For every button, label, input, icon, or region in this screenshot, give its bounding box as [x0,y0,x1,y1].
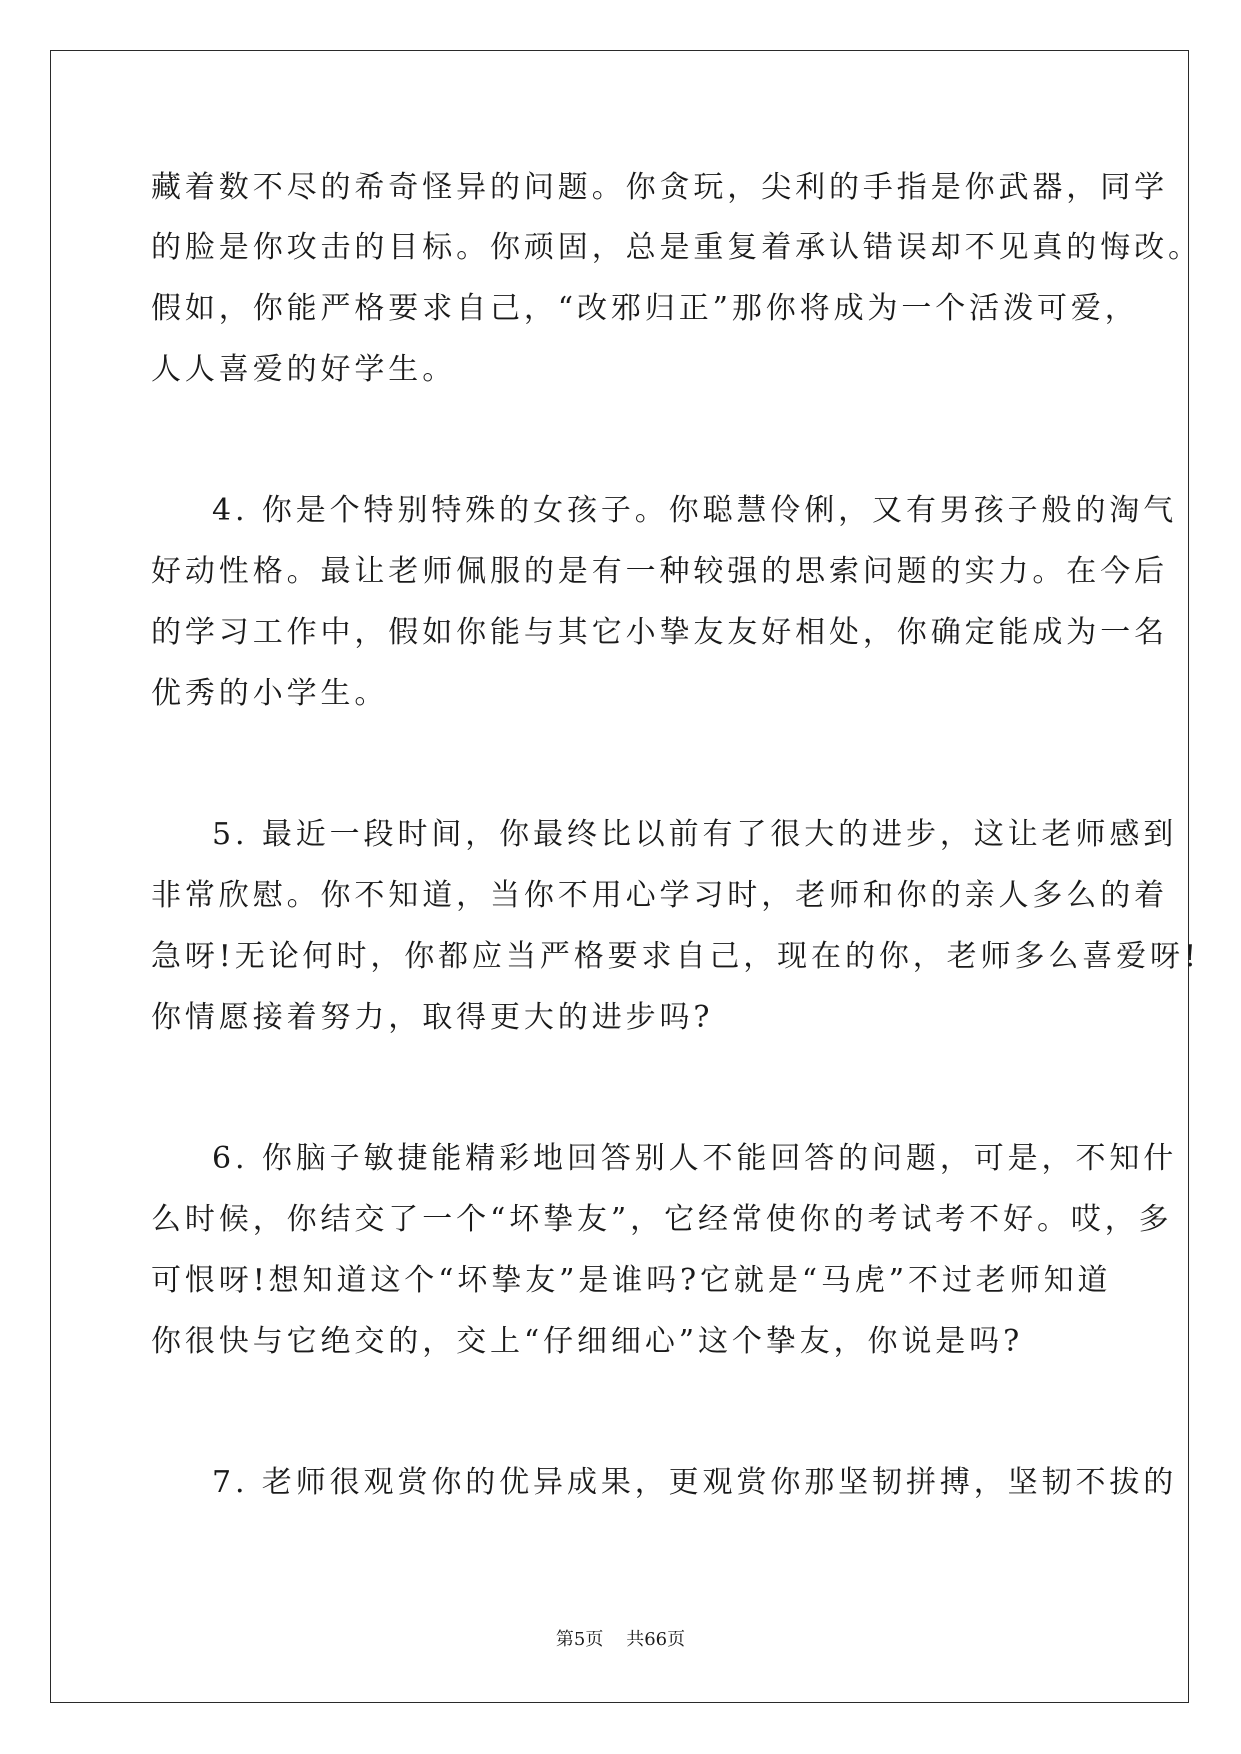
text-line: 的脸是你攻击的目标。你顽固，总是重复着承认错误却不见真的悔改。 [151,230,1202,265]
text-line: 6. 你脑子敏捷能精彩地回答别人不能回答的问题，可是，不知什 [212,1141,1178,1176]
page-number: 第5页 [555,1629,604,1650]
text-line: 非常欣慰。你不知道，当你不用心学习时，老师和你的亲人多么的着 [151,878,1168,913]
text-line: 好动性格。最让老师佩服的是有一种较强的思索问题的实力。在今后 [151,554,1168,589]
text-line: 藏着数不尽的希奇怪异的问题。你贪玩，尖利的手指是你武器，同学 [151,170,1168,205]
page-footer [0,1628,1241,1652]
text-line: 人人喜爱的好学生。 [151,352,457,387]
text-line: 优秀的小学生。 [151,676,389,711]
text-line: 么时候，你结交了一个“坏挚友”，它经常使你的考试考不好。哎，多 [151,1202,1173,1237]
text-line: 你很快与它绝交的，交上“仔细细心”这个挚友，你说是吗? [151,1324,1024,1359]
page-total: 共66页 [626,1629,686,1650]
text-line: 5. 最近一段时间，你最终比以前有了很大的进步，这让老师感到 [212,817,1178,852]
text-line: 4. 你是个特别特殊的女孩子。你聪慧伶俐，又有男孩子般的淘气 [212,493,1178,528]
text-line: 你情愿接着努力，取得更大的进步吗? [151,1000,714,1035]
text-line: 的学习工作中，假如你能与其它小挚友友好相处，你确定能成为一名 [151,615,1168,650]
text-line: 7. 老师很观赏你的优异成果，更观赏你那坚韧拼搏，坚韧不拔的 [212,1465,1178,1500]
text-line: 急呀!无论何时，你都应当严格要求自己，现在的你，老师多么喜爱呀! [151,939,1200,974]
text-line: 可恨呀!想知道这个“坏挚友”是谁吗?它就是“马虎”不过老师知道 [151,1263,1112,1298]
text-line: 假如，你能严格要求自己，“改邪归正”那你将成为一个活泼可爱， [151,291,1139,326]
